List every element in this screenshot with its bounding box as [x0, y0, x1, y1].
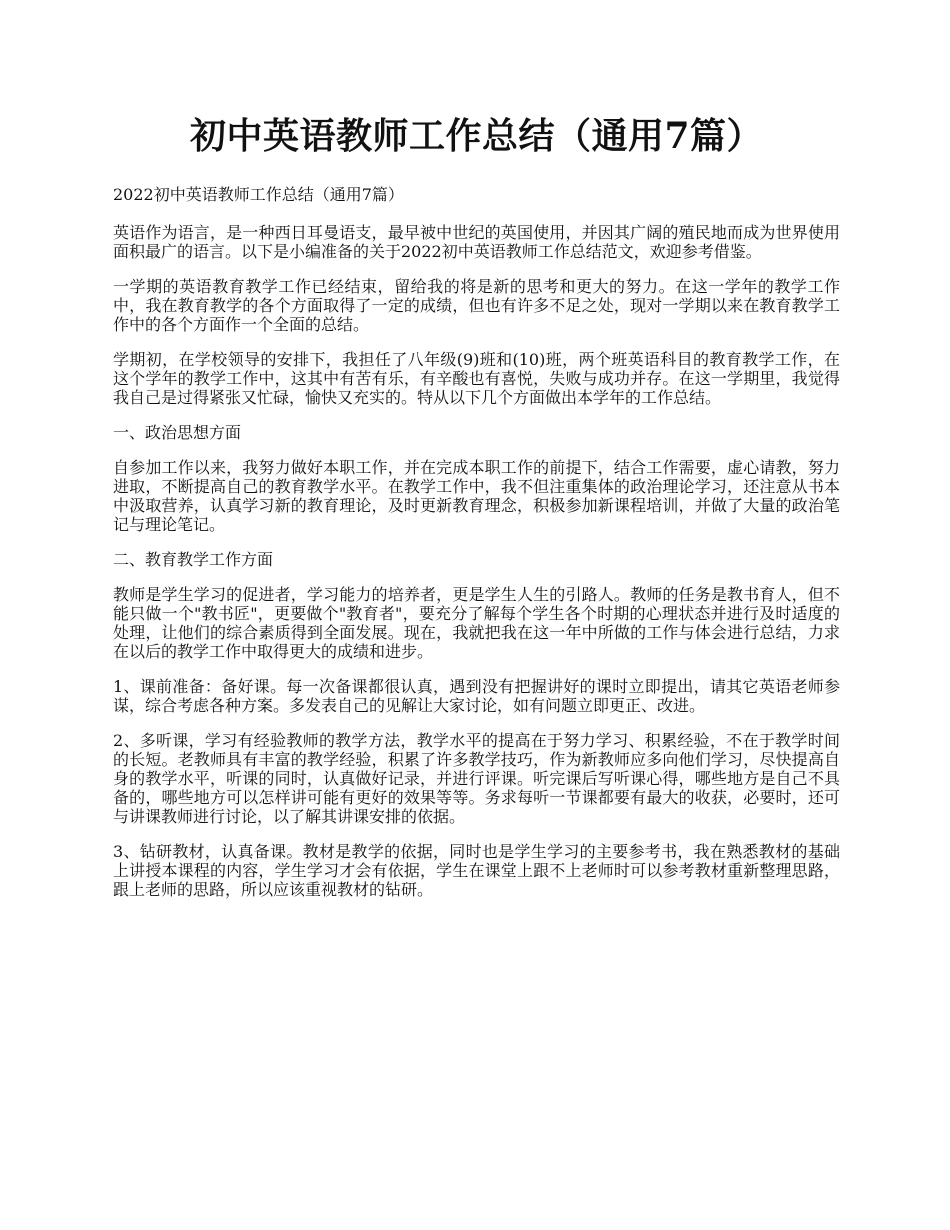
teaching-paragraph: 教师是学生学习的促进者，学习能力的培养者，更是学生人生的引路人。教师的任务是教书育人，但不能只做一个"教书匠"，更要做个"教育者"，要充分了解每个学生各个时期的心理状态并进行及时适度的处理，让他们的综合素质得到全面发展。现在，我就把我在这一年中所做的工作与体会进行总结，力求在以后的教学工作中取得更大的成绩和进步。 — [113, 585, 840, 661]
intro-paragraph: 英语作为语言，是一种西日耳曼语支，最早被中世纪的英国使用，并因其广阔的殖民地而成为世界使用面积最广的语言。以下是小编准备的关于2022初中英语教师工作总结范文，欢迎参考借鉴。 — [113, 223, 840, 261]
politics-paragraph: 自参加工作以来，我努力做好本职工作，并在完成本职工作的前提下，结合工作需要，虚心请教，努力进取，不断提高自己的教育教学水平。在教学工作中，我不但注重集体的政治理论学习，还注意从书本中汲取营养，认真学习新的教育理论，及时更新教育理念，积极参加新课程培训，并做了大量的政治笔记与理论笔记。 — [113, 458, 840, 534]
document-title: 初中英语教师工作总结（通用7篇） — [189, 115, 764, 157]
item-2-paragraph: 2、多听课，学习有经验教师的教学方法，教学水平的提高在于努力学习、积累经验，不在于教学时间的长短。老教师具有丰富的教学经验，积累了许多教学技巧，作为新教师应多向他们学习，尽快提高自身的教学水平，听课的同时，认真做好记录，并进行评课。听完课后写听课心得，哪些地方是自己不具备的，哪些地方可以怎样讲可能有更好的效果等等。务求每听一节课都要有最大的收获，必要时，还可与讲课教师进行讨论，以了解其讲课安排的依据。 — [113, 731, 840, 826]
item-3-paragraph: 3、钻研教材，认真备课。教材是教学的依据，同时也是学生学习的主要参考书，我在熟悉教材的基础上讲授本课程的内容，学生学习才会有依据，学生在课堂上跟不上老师时可以参考教材重新整理思路，跟上老师的思路，所以应该重视教材的钻研。 — [113, 842, 840, 899]
document-subtitle: 2022初中英语教师工作总结（通用7篇） — [113, 185, 404, 204]
section-heading-teaching: 二、教育教学工作方面 — [113, 550, 274, 569]
item-1-paragraph: 1、课前准备：备好课。每一次备课都很认真，遇到没有把握讲好的课时立即提出，请其它英语老师参谋，综合考虑各种方案。多发表自己的见解让大家讨论，如有问题立即更正、改进。 — [113, 677, 840, 715]
overview-paragraph: 一学期的英语教育教学工作已经结束，留给我的将是新的思考和更大的努力。在这一学年的教学工作中，我在教育教学的各个方面取得了一定的成绩，但也有许多不足之处，现对一学期以来在教育教学工作中的各个方面作一个全面的总结。 — [113, 277, 840, 334]
semester-paragraph: 学期初，在学校领导的安排下，我担任了八年级(9)班和(10)班，两个班英语科目的教育教学工作，在这个学年的教学工作中，这其中有苦有乐，有辛酸也有喜悦，失败与成功并存。在这一学期里，我觉得我自己是过得紧张又忙碌，愉快又充实的。特从以下几个方面做出本学年的工作总结。 — [113, 350, 840, 407]
section-heading-politics: 一、政治思想方面 — [113, 423, 242, 442]
document-page — [113, 112, 840, 915]
